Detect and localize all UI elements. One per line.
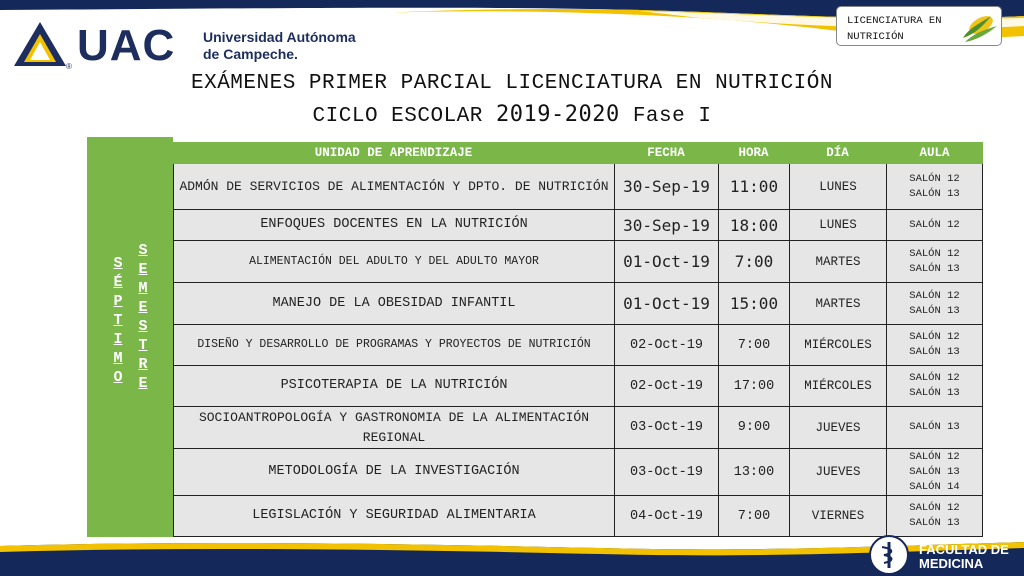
logo-abbrev: UAC xyxy=(77,21,176,70)
room-cell xyxy=(886,449,983,495)
room-label: SALÓN 13 xyxy=(909,262,960,275)
table-row xyxy=(173,241,983,283)
date-cell: 30-Sep-19 xyxy=(614,164,718,209)
day-cell: VIERNES xyxy=(789,496,886,536)
room-label: SALÓN 12 xyxy=(909,450,960,463)
header-day: DÍA xyxy=(826,146,849,160)
unit-cell: LEGISLACIÓN Y SEGURIDAD ALIMENTARIA xyxy=(173,496,614,536)
time-cell: 7:00 xyxy=(718,325,789,365)
registered-mark: ® xyxy=(66,62,72,71)
room-label: SALÓN 13 xyxy=(909,304,960,317)
header-time: HORA xyxy=(738,146,769,160)
room-cell xyxy=(886,241,983,282)
day-cell: JUEVES xyxy=(789,449,886,495)
time-cell: 11:00 xyxy=(718,164,789,209)
program-badge-line1: LICENCIATURA EN xyxy=(847,15,942,27)
room-label: SALÓN 13 xyxy=(909,421,960,433)
day-cell: MIÉRCOLES xyxy=(789,325,886,365)
room-label: SALÓN 13 xyxy=(909,517,960,529)
time-cell: 13:00 xyxy=(718,449,789,495)
sidebar-letter: M xyxy=(138,280,148,297)
sidebar-letter: I xyxy=(113,331,123,348)
page-title: EXÁMENES PRIMER PARCIAL LICENCIATURA EN NUTRICIÓN xyxy=(190,72,833,95)
corn-icon xyxy=(957,8,999,44)
page-subtitle xyxy=(0,102,1024,128)
room-label: SALÓN 13 xyxy=(909,387,960,399)
day-cell: MIÉRCOLES xyxy=(789,366,886,406)
sidebar-word-septimo xyxy=(108,254,128,387)
table-row xyxy=(173,407,983,449)
room-cell xyxy=(886,325,983,365)
sidebar-letter: S xyxy=(113,255,123,272)
university-logo-icon xyxy=(12,20,68,70)
sidebar-letter: R xyxy=(138,356,148,373)
table-header xyxy=(173,142,983,164)
unit-cell: ADMÓN DE SERVICIOS DE ALIMENTACIÓN Y DPTO. DE NUTRICIÓN xyxy=(173,164,614,209)
header-room: AULA xyxy=(919,146,950,160)
faculty-name-line1: FACULTAD DE xyxy=(919,542,1009,557)
room-cell xyxy=(886,496,983,536)
date-cell: 02-Oct-19 xyxy=(614,366,718,406)
time-cell: 7:00 xyxy=(718,496,789,536)
table-row xyxy=(173,496,983,537)
sidebar-letter: É xyxy=(113,274,123,291)
day-cell: JUEVES xyxy=(789,407,886,448)
day-cell: LUNES xyxy=(789,210,886,240)
room-cell xyxy=(886,283,983,324)
day-cell: MARTES xyxy=(789,283,886,324)
date-cell: 01-Oct-19 xyxy=(614,241,718,282)
time-cell: 18:00 xyxy=(718,210,789,240)
logo-name-line2: de Campeche. xyxy=(203,46,298,62)
unit-cell: METODOLOGÍA DE LA INVESTIGACIÓN xyxy=(173,449,614,495)
medicine-faculty-icon xyxy=(868,534,910,576)
sidebar-letter: S xyxy=(138,318,148,335)
table-row xyxy=(173,164,983,210)
program-badge xyxy=(836,6,1002,46)
sidebar-letter: O xyxy=(113,369,123,386)
unit-cell: ENFOQUES DOCENTES EN LA NUTRICIÓN xyxy=(173,210,614,240)
date-cell: 03-Oct-19 xyxy=(614,449,718,495)
unit-cell: PSICOTERAPIA DE LA NUTRICIÓN xyxy=(173,366,614,406)
table-row xyxy=(173,449,983,496)
room-label: SALÓN 12 xyxy=(909,502,960,514)
logo-name-line1: Universidad Autónoma xyxy=(203,29,356,45)
room-label: SALÓN 12 xyxy=(909,172,960,185)
room-cell xyxy=(886,210,983,240)
sidebar-letter: E xyxy=(138,261,148,278)
sidebar-letter: P xyxy=(113,293,123,310)
date-cell: 30-Sep-19 xyxy=(614,210,718,240)
room-cell xyxy=(886,164,983,209)
room-cell xyxy=(886,407,983,448)
faculty-name-line2: MEDICINA xyxy=(919,556,984,571)
semester-sidebar xyxy=(87,137,173,537)
unit-cell: MANEJO DE LA OBESIDAD INFANTIL xyxy=(173,283,614,324)
unit-cell: DISEÑO Y DESARROLLO DE PROGRAMAS Y PROYECTOS DE NUTRICIÓN xyxy=(173,325,614,365)
sidebar-letter: T xyxy=(138,337,148,354)
room-label: SALÓN 12 xyxy=(909,218,960,231)
date-cell: 02-Oct-19 xyxy=(614,325,718,365)
sidebar-word-semestre xyxy=(133,241,153,393)
time-cell: 15:00 xyxy=(718,283,789,324)
room-label: SALÓN 12 xyxy=(909,247,960,260)
program-badge-line2: NUTRICIÓN xyxy=(847,31,904,43)
day-cell: MARTES xyxy=(789,241,886,282)
day-cell: LUNES xyxy=(789,164,886,209)
subtitle-year: 2019-2020 xyxy=(495,102,620,127)
date-cell: 01-Oct-19 xyxy=(614,283,718,324)
table-row xyxy=(173,366,983,407)
room-label: SALÓN 14 xyxy=(909,480,960,493)
room-cell xyxy=(886,366,983,406)
date-cell: 04-Oct-19 xyxy=(614,496,718,536)
sidebar-letter: S xyxy=(138,242,148,259)
room-label: SALÓN 13 xyxy=(909,465,960,478)
room-label: SALÓN 13 xyxy=(909,346,960,358)
table-row xyxy=(173,325,983,366)
sidebar-letter: E xyxy=(138,299,148,316)
faculty-name xyxy=(919,543,1009,571)
time-cell: 9:00 xyxy=(718,407,789,448)
header-date: FECHA xyxy=(647,146,685,160)
room-label: SALÓN 13 xyxy=(909,187,960,200)
unit-cell: SOCIOANTROPOLOGÍA Y GASTRONOMIA DE LA ALIMENTACIÓN REGIONAL xyxy=(173,407,614,448)
sidebar-letter: M xyxy=(113,350,123,367)
time-cell: 7:00 xyxy=(718,241,789,282)
subtitle-prefix: CICLO ESCOLAR xyxy=(312,105,483,128)
time-cell: 17:00 xyxy=(718,366,789,406)
table-row xyxy=(173,283,983,325)
logo-university-name xyxy=(203,29,356,63)
unit-cell: ALIMENTACIÓN DEL ADULTO Y DEL ADULTO MAYOR xyxy=(173,241,614,282)
header-unit: UNIDAD DE APRENDIZAJE xyxy=(314,146,473,160)
room-label: SALÓN 12 xyxy=(909,372,960,384)
subtitle-suffix: Fase I xyxy=(632,105,712,128)
room-label: SALÓN 12 xyxy=(909,331,960,343)
exam-table xyxy=(173,164,983,537)
table-row xyxy=(173,210,983,241)
room-label: SALÓN 12 xyxy=(909,289,960,302)
sidebar-letter: E xyxy=(138,375,148,392)
date-cell: 03-Oct-19 xyxy=(614,407,718,448)
sidebar-letter: T xyxy=(113,312,123,329)
